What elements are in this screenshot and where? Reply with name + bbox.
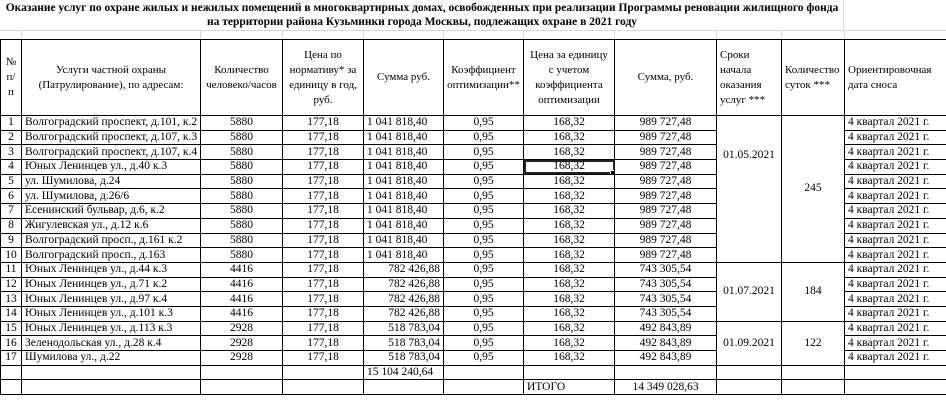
price-opt-cell[interactable]: 168,32 [524,233,615,248]
itogo-label[interactable]: ИТОГО [524,380,615,395]
coef-cell[interactable]: 0,95 [444,262,524,277]
sum-cell[interactable]: 1 041 818,40 [364,204,444,219]
hours-cell[interactable]: 2928 [201,321,283,336]
price-opt-cell[interactable]: 168,32 [524,248,615,263]
empty-cell[interactable] [782,380,845,395]
empty-cell[interactable] [444,365,524,380]
header-price[interactable]: Цена по нормативу* за единицу в год, руб. [283,40,364,116]
price-opt-cell[interactable]: 168,32 [524,218,615,233]
empty-cell[interactable] [615,365,717,380]
sum-cell[interactable]: 782 426,88 [364,306,444,321]
price-cell[interactable]: 177,18 [283,321,364,336]
hours-cell[interactable]: 4416 [201,277,283,292]
header-days[interactable]: Количество суток *** [782,40,845,116]
sum-cell[interactable]: 782 426,88 [364,292,444,307]
demolition-cell[interactable]: 4 квартал 2021 г. [845,233,946,248]
address-cell[interactable]: Юных Ленинцев ул., д.44 к.3 [22,262,201,277]
price-opt-cell[interactable]: 168,32 [524,130,615,145]
empty-cell[interactable] [845,365,946,380]
sum-cell[interactable]: 1 041 818,40 [364,218,444,233]
empty-cell[interactable] [717,365,782,380]
sum-cell[interactable]: 1 041 818,40 [364,248,444,263]
price-opt-cell[interactable]: 168,32 [524,145,615,160]
empty-cell[interactable] [201,365,283,380]
coef-cell[interactable]: 0,95 [444,248,524,263]
gridline [843,0,844,30]
hours-cell[interactable]: 4416 [201,262,283,277]
row-num[interactable]: 16 [1,336,22,351]
sum-opt-total-cell[interactable]: 14 349 028,63 [615,380,717,395]
row-num[interactable]: 1 [1,116,22,131]
coef-cell[interactable]: 0,95 [444,336,524,351]
empty-cell[interactable] [444,380,524,395]
sum-cell[interactable]: 518 783,04 [364,351,444,366]
row-num[interactable]: 10 [1,248,22,263]
sum-opt-cell[interactable]: 492 843,89 [615,321,717,336]
address-cell[interactable]: ул. Шумилова, д.26/6 [22,189,201,204]
row-num[interactable]: 4 [1,160,22,175]
demolition-cell[interactable]: 4 квартал 2021 г. [845,145,946,160]
empty-cell[interactable] [782,365,845,380]
sum-cell[interactable]: 782 426,88 [364,262,444,277]
address-cell[interactable]: Зеленодольская ул., д.28 к.4 [22,336,201,351]
header-address[interactable]: Услуги частной охраны (Патрулирование), по адресам: [22,40,201,116]
price-cell[interactable]: 177,18 [283,262,364,277]
sum-cell[interactable]: 1 041 818,40 [364,116,444,131]
price-opt-cell[interactable]: 168,32 [524,204,615,219]
header-demolition[interactable]: Ориентировочная дата сноса [845,40,946,116]
table-row [1,321,946,336]
price-cell[interactable]: 177,18 [283,277,364,292]
coef-cell[interactable]: 0,95 [444,277,524,292]
address-cell[interactable]: Шумилова ул., д.22 [22,351,201,366]
coef-cell[interactable]: 0,95 [444,160,524,175]
start-date-cell[interactable]: 01.09.2021 [717,321,782,365]
sum-opt-cell[interactable]: 492 843,89 [615,336,717,351]
header-num[interactable]: № п/п [1,40,22,116]
demolition-cell[interactable]: 4 квартал 2021 г. [845,351,946,366]
row-num[interactable]: 13 [1,292,22,307]
coef-cell[interactable]: 0,95 [444,204,524,219]
sum-cell[interactable]: 518 783,04 [364,336,444,351]
hours-cell[interactable]: 4416 [201,306,283,321]
price-opt-cell[interactable]: 168,32 [524,160,615,175]
demolition-cell[interactable]: 4 квартал 2021 г. [845,292,946,307]
sum-opt-cell[interactable]: 743 305,54 [615,277,717,292]
sum-opt-cell[interactable]: 492 843,89 [615,351,717,366]
sum-opt-cell[interactable]: 989 727,48 [615,204,717,219]
coef-cell[interactable]: 0,95 [444,233,524,248]
sum-opt-cell[interactable]: 743 305,54 [615,292,717,307]
demolition-cell[interactable]: 4 квартал 2021 г. [845,189,946,204]
row-num[interactable]: 7 [1,204,22,219]
price-cell[interactable]: 177,18 [283,189,364,204]
header-hours[interactable]: Количество человеко/часов [201,40,283,116]
title-line-2: на территории района Кузьминки города Москвы, подлежащих охране в 2021 году [206,16,638,28]
sum-cell[interactable]: 1 041 818,40 [364,145,444,160]
days-cell[interactable]: 122 [782,321,845,365]
row-num[interactable]: 15 [1,321,22,336]
coef-cell[interactable]: 0,95 [444,306,524,321]
price-opt-cell[interactable]: 168,32 [524,336,615,351]
demolition-cell[interactable]: 4 квартал 2021 г. [845,262,946,277]
address-cell[interactable]: Волгоградский проспект, д.107, к.4 [22,145,201,160]
demolition-cell[interactable]: 4 квартал 2021 г. [845,116,946,131]
hours-cell[interactable]: 5880 [201,116,283,131]
coef-cell[interactable]: 0,95 [444,189,524,204]
days-cell[interactable]: 184 [782,262,845,321]
price-opt-cell[interactable]: 168,32 [524,321,615,336]
days-cell[interactable]: 245 [782,116,845,263]
coef-cell[interactable]: 0,95 [444,145,524,160]
sum-cell[interactable]: 1 041 818,40 [364,130,444,145]
demolition-cell[interactable]: 4 квартал 2021 г. [845,321,946,336]
address-cell[interactable]: Волгоградский проспект, д.101, к.2 [22,116,201,131]
sum-cell[interactable]: 1 041 818,40 [364,233,444,248]
sum-opt-cell[interactable]: 989 727,48 [615,248,717,263]
address-cell[interactable]: Волгоградский просп., д.161 к.2 [22,233,201,248]
address-cell[interactable]: ул. Шумилова, д.24 [22,174,201,189]
subtotal-row [1,365,946,380]
empty-cell[interactable] [717,380,782,395]
hours-cell[interactable]: 5880 [201,248,283,263]
row-num[interactable]: 9 [1,233,22,248]
start-date-cell[interactable]: 01.07.2021 [717,262,782,321]
hours-cell[interactable]: 5880 [201,218,283,233]
price-cell[interactable]: 177,18 [283,145,364,160]
coef-cell[interactable]: 0,95 [444,292,524,307]
table-row [1,262,946,277]
price-cell[interactable]: 177,18 [283,130,364,145]
address-cell[interactable]: Юных Ленинцев ул., д.40 к.3 [22,160,201,175]
price-cell[interactable]: 177,18 [283,116,364,131]
row-num[interactable]: 11 [1,262,22,277]
empty-cell[interactable] [524,365,615,380]
row-num[interactable]: 2 [1,130,22,145]
sum-total-cell[interactable]: 15 104 240,64 [364,365,444,380]
address-cell[interactable]: Волгоградский просп., д.163 [22,248,201,263]
price-cell[interactable]: 177,18 [283,218,364,233]
demolition-cell[interactable]: 4 квартал 2021 г. [845,130,946,145]
address-cell[interactable]: Есенинский бульвар, д.6, к.2 [22,204,201,219]
row-num[interactable]: 12 [1,277,22,292]
empty-cell[interactable] [1,380,22,395]
hours-cell[interactable]: 5880 [201,204,283,219]
price-cell[interactable]: 177,18 [283,351,364,366]
sum-cell[interactable]: 1 041 818,40 [364,160,444,175]
demolition-cell[interactable]: 4 квартал 2021 г. [845,174,946,189]
price-opt-cell[interactable]: 168,32 [524,262,615,277]
empty-cell[interactable] [283,380,364,395]
price-cell[interactable]: 177,18 [283,160,364,175]
address-cell[interactable]: Волгоградский проспект, д.107, к.3 [22,130,201,145]
empty-cell[interactable] [283,365,364,380]
sum-opt-cell[interactable]: 989 727,48 [615,233,717,248]
empty-cell[interactable] [845,380,946,395]
header-coef[interactable]: Коэффициент оптимизации** [444,40,524,116]
price-cell[interactable]: 177,18 [283,233,364,248]
coef-cell[interactable]: 0,95 [444,174,524,189]
demolition-cell[interactable]: 4 квартал 2021 г. [845,277,946,292]
sum-cell[interactable]: 1 041 818,40 [364,174,444,189]
fill-handle[interactable] [610,170,615,175]
coef-cell[interactable]: 0,95 [444,351,524,366]
empty-cell[interactable] [22,365,201,380]
empty-cell[interactable] [1,365,22,380]
services-table [0,39,946,395]
sum-opt-cell[interactable]: 989 727,48 [615,189,717,204]
sum-cell[interactable]: 1 041 818,40 [364,189,444,204]
row-num[interactable]: 6 [1,189,22,204]
header-sum-opt[interactable]: Сумма, руб. [615,40,717,116]
hours-cell[interactable]: 5880 [201,189,283,204]
sum-opt-cell[interactable]: 989 727,48 [615,145,717,160]
sum-opt-cell[interactable]: 743 305,54 [615,262,717,277]
demolition-cell[interactable]: 4 квартал 2021 г. [845,160,946,175]
coef-cell[interactable]: 0,95 [444,321,524,336]
sum-opt-cell[interactable]: 989 727,48 [615,174,717,189]
sum-cell[interactable]: 782 426,88 [364,277,444,292]
table-row [1,116,946,131]
start-date-cell[interactable]: 01.05.2021 [717,116,782,263]
coef-cell[interactable]: 0,95 [444,116,524,131]
sum-opt-cell[interactable]: 989 727,48 [615,160,717,175]
hours-cell[interactable]: 2928 [201,336,283,351]
price-opt-cell[interactable]: 168,32 [524,277,615,292]
empty-cell[interactable] [201,380,283,395]
price-opt-cell[interactable]: 168,32 [524,174,615,189]
header-sum[interactable]: Сумма руб. [364,40,444,116]
empty-cell[interactable] [22,380,201,395]
hours-cell[interactable]: 5880 [201,174,283,189]
demolition-cell[interactable]: 4 квартал 2021 г. [845,336,946,351]
price-cell[interactable]: 177,18 [283,336,364,351]
hours-cell[interactable]: 5880 [201,130,283,145]
price-opt-cell[interactable]: 168,32 [524,292,615,307]
address-cell[interactable]: Юных Ленинцев ул., д.71 к.2 [22,277,201,292]
sum-opt-cell[interactable]: 743 305,54 [615,306,717,321]
sum-opt-cell[interactable]: 989 727,48 [615,218,717,233]
sum-opt-cell[interactable]: 989 727,48 [615,130,717,145]
demolition-cell[interactable]: 4 квартал 2021 г. [845,204,946,219]
row-num[interactable]: 14 [1,306,22,321]
header-start[interactable]: Сроки начала оказания услуг *** [717,40,782,116]
row-num[interactable]: 3 [1,145,22,160]
sum-cell[interactable]: 518 783,04 [364,321,444,336]
header-price-opt[interactable]: Цена за единицу с учетом коэффициента оптимизации [524,40,615,116]
address-cell[interactable]: Юных Ленинцев ул., д.113 к.3 [22,321,201,336]
demolition-cell[interactable]: 4 квартал 2021 г. [845,306,946,321]
coef-cell[interactable]: 0,95 [444,130,524,145]
price-cell[interactable]: 177,18 [283,204,364,219]
price-opt-cell[interactable]: 168,32 [524,116,615,131]
row-num[interactable]: 5 [1,174,22,189]
hours-cell[interactable]: 2928 [201,351,283,366]
hours-cell[interactable]: 5880 [201,145,283,160]
row-num[interactable]: 17 [1,351,22,366]
empty-cell[interactable] [364,380,444,395]
hours-cell[interactable]: 5880 [201,233,283,248]
coef-cell[interactable]: 0,95 [444,218,524,233]
price-cell[interactable]: 177,18 [283,306,364,321]
row-num[interactable]: 8 [1,218,22,233]
demolition-cell[interactable]: 4 квартал 2021 г. [845,218,946,233]
price-opt-cell[interactable]: 168,32 [524,189,615,204]
price-cell[interactable]: 177,18 [283,292,364,307]
hours-cell[interactable]: 4416 [201,292,283,307]
header-row [1,40,946,116]
price-opt-cell[interactable]: 168,32 [524,351,615,366]
hours-cell[interactable]: 5880 [201,160,283,175]
price-cell[interactable]: 177,18 [283,174,364,189]
address-cell[interactable]: Жигулевская ул., д.12 к.6 [22,218,201,233]
title-line-1: Оказание услуг по охране жилых и нежилых помещений в многоквартирных домах, освобожденных при реализации Программы реновации жилищного фонда [5,2,839,14]
address-cell[interactable]: Юных Ленинцев ул., д.97 к.4 [22,292,201,307]
price-opt-cell[interactable]: 168,32 [524,306,615,321]
itogo-row [1,380,946,395]
address-cell[interactable]: Юных Ленинцев ул., д.101 к.3 [22,306,201,321]
sum-opt-cell[interactable]: 989 727,48 [615,116,717,131]
price-cell[interactable]: 177,18 [283,248,364,263]
demolition-cell[interactable]: 4 квартал 2021 г. [845,248,946,263]
